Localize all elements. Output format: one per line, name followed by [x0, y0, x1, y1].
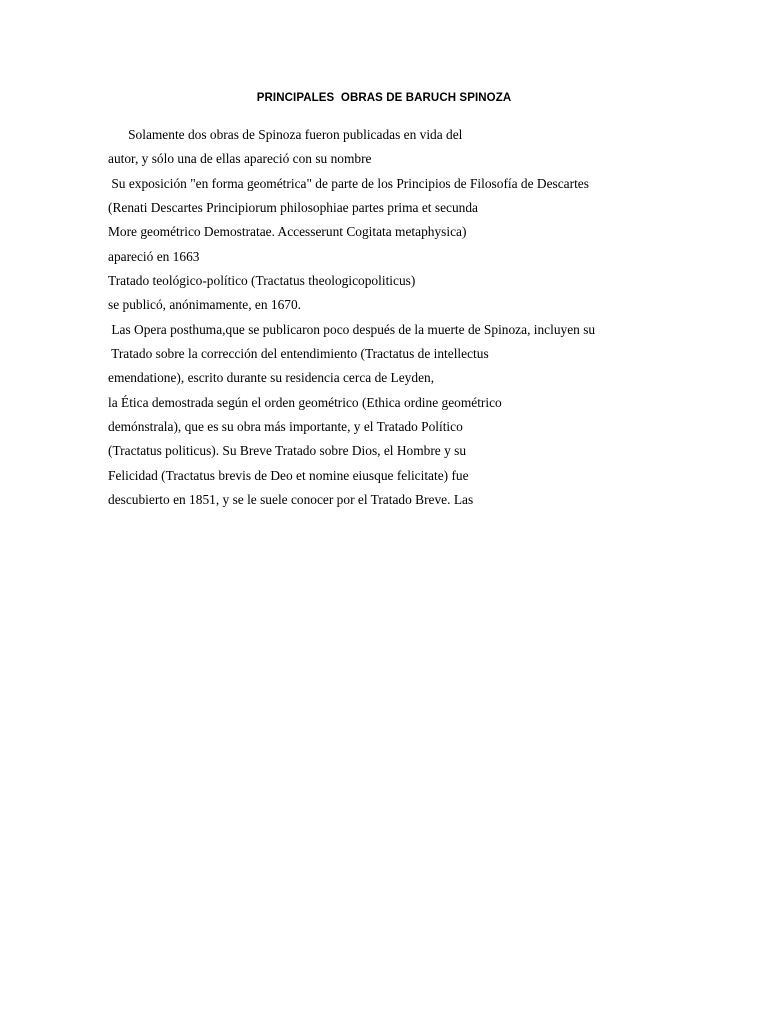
- body-line-16: descubierto en 1851, y se le suele conocer por el Tratado Breve. Las: [108, 492, 474, 508]
- document-body: [108, 123, 728, 513]
- body-line-12: la Ética demostrada según el orden geométrico (Ethica ordine geométrico: [108, 394, 502, 410]
- document-title: PRINCIPALES OBRAS DE BARUCH SPINOZA: [256, 92, 512, 104]
- body-line-7: Tratado teológico-político (Tractatus theologicopoliticus): [108, 273, 416, 289]
- body-line-8: se publicó, anónimamente, en 1670.: [108, 297, 302, 313]
- body-line-2: autor, y sólo una de ellas apareció con su nombre: [108, 151, 372, 167]
- body-line-14: (Tractatus politicus). Su Breve Tratado sobre Dios, el Hombre y su: [108, 443, 467, 459]
- body-line-11: emendatione), escrito durante su residencia cerca de Leyden,: [108, 370, 435, 386]
- body-line-5: More geométrico Demostratae. Accesserunt Cogitata metaphysica): [108, 224, 467, 240]
- body-line-1: Solamente dos obras de Spinoza fueron publicadas en vida del: [108, 127, 463, 142]
- body-line-9: Las Opera posthuma,que se publicaron poco después de la muerte de Spinoza, incluyen su: [108, 321, 596, 337]
- body-line-10: Tratado sobre la corrección del entendimiento (Tractatus de intellectus: [108, 346, 489, 362]
- body-line-13: demónstrala), que es su obra más importante, y el Tratado Político: [108, 419, 463, 435]
- body-line-4: (Renati Descartes Principiorum philosophiae partes prima et secunda: [108, 200, 478, 216]
- body-line-6: apareció en 1663: [108, 248, 200, 264]
- body-line-3: Su exposición "en forma geométrica" de parte de los Principios de Filosofía de Descartes: [108, 175, 589, 191]
- body-line-15: Felicidad (Tractatus brevis de Deo et nomine eiusque felicitate) fue: [108, 467, 469, 483]
